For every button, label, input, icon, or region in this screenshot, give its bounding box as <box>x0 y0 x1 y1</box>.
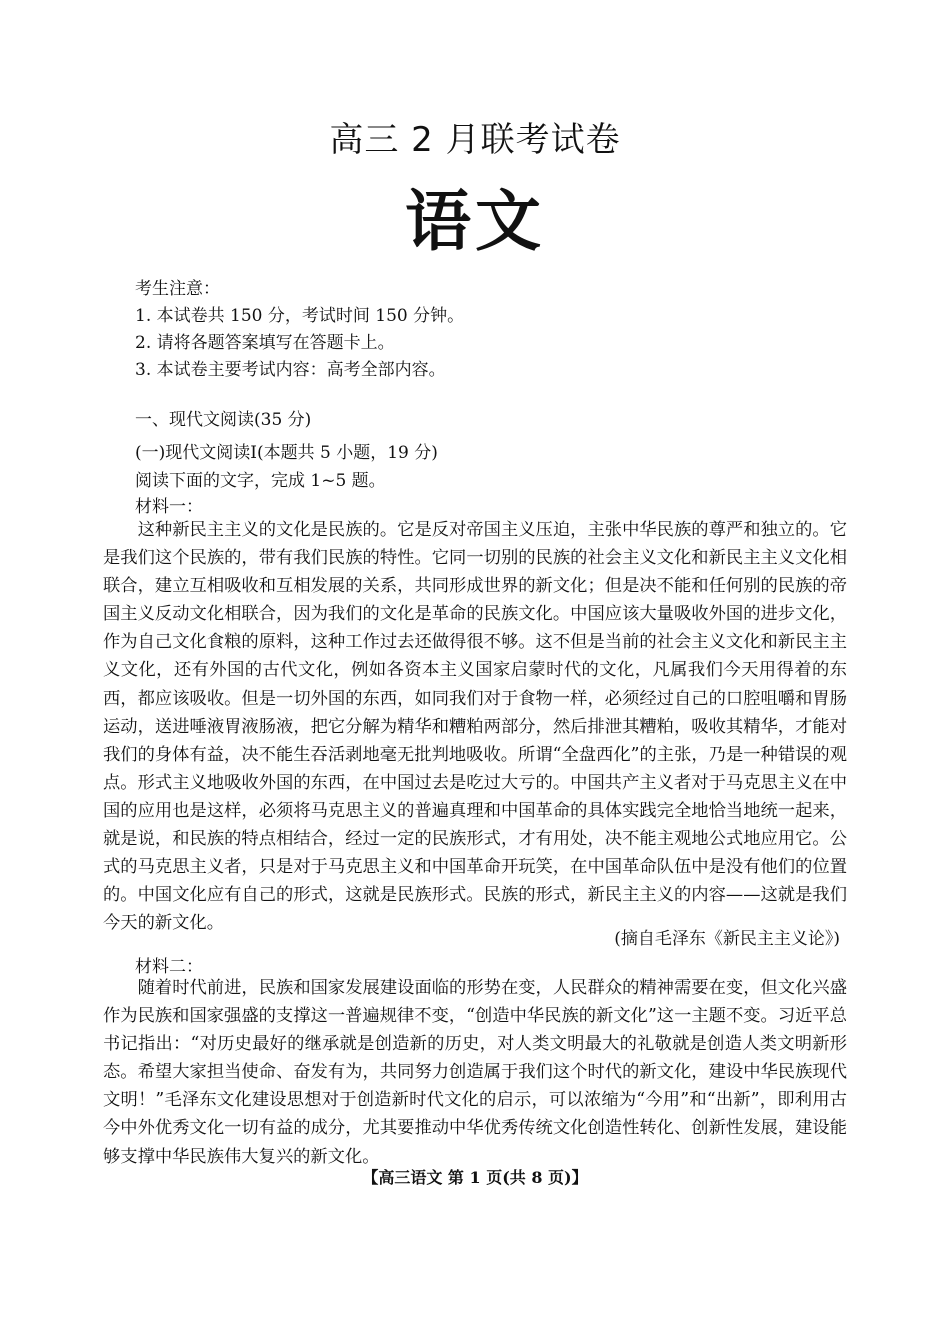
material-two-text: 随着时代前进，民族和国家发展建设面临的形势在变，人民群众的精神需要在变，但文化兴盛作为民族和国家强盛的支撑这一普遍规律不变，“创造中华民族的新文化”这一主题不变。习近平总书记指出：“对历史最好的继承就是创造新的历史，对人类文明最大的礼敬就是创造人类文明新形态。希望大家担当使命、奋发有为，共同努力创造属于我们这个时代的新文化，建设中华民族现代文明！”毛泽东文化建设思想对于创造新时代文化的启示，可以浓缩为“今用”和“出新”，即利用古今中外优秀文化一切有益的成分，尤其要推动中华优秀传统文化创造性转化、创新性发展，建设能够支撑中华民族伟大复兴的新文化。 <box>103 978 847 1167</box>
section-title: 一、现代文阅读(35 分) <box>135 410 312 430</box>
notice-heading: 考生注意： <box>135 279 220 299</box>
candidate-notice <box>135 276 464 384</box>
notice-item: 2. 请将各题答案填写在答题卡上。 <box>135 333 395 353</box>
exam-title: 高三 2 月联考试卷 <box>329 120 621 160</box>
material-one-text: 这种新民主主义的文化是民族的。它是反对帝国主义压迫，主张中华民族的尊严和独立的。它是我们这个民族的，带有我们民族的特性。它同一切别的民族的社会主义文化和新民主主义文化相联合，建立互相吸收和互相发展的关系，共同形成世界的新文化；但是决不能和任何别的民族的帝国主义反动文化相联合，因为我们的文化是革命的民族文化。中国应该大量吸收外国的进步文化，作为自己文化食粮的原料，这种工作过去还做得很不够。这不但是当前的社会主义文化和新民主主义文化，还有外国的古代文化，例如各资本主义国家启蒙时代的文化，凡属我们今天用得着的东西，都应该吸收。但是一切外国的东西，如同我们对于食物一样，必须经过自己的口腔咀嚼和胃肠运动，送进唾液胃液肠液，把它分解为精华和糟粕两部分，然后排泄其糟粕，吸收其精华，才能对我们的身体有益，决不能生吞活剥地毫无批判地吸收。所谓“全盘西化”的主张，乃是一种错误的观点。形式主义地吸收外国的东西，在中国过去是吃过大亏的。中国共产主义者对于马克思主义在中国的应用也是这样，必须将马克思主义的普遍真理和中国革命的具体实践完全地恰当地统一起来，就是说，和民族的特点相结合，经过一定的民族形式，才有用处，决不能主观地公式地应用它。公式的马克思主义者，只是对于马克思主义和中国革命开玩笑，在中国革命队伍中是没有他们的位置的。中国文化应有自己的形式，这就是民族形式。民族的形式，新民主主义的内容——这就是我们今天的新文化。 <box>103 520 847 934</box>
notice-item: 1. 本试卷共 150 分，考试时间 150 分钟。 <box>135 306 465 326</box>
material-one-source: (摘自毛泽东《新民主主义论》) <box>614 929 840 949</box>
subsection-title: (一)现代文阅读Ⅰ(本题共 5 小题，19 分) <box>135 443 438 463</box>
material-one-label: 材料一： <box>135 497 203 517</box>
material-two-label: 材料二： <box>135 957 203 977</box>
reading-instruction: 阅读下面的文字，完成 1~5 题。 <box>135 471 386 491</box>
page-footer: 【高三语文 第 1 页(共 8 页)】 <box>362 1168 588 1187</box>
notice-item: 3. 本试卷主要考试内容：高考全部内容。 <box>135 360 446 380</box>
subject-title: 语文 <box>405 183 545 260</box>
